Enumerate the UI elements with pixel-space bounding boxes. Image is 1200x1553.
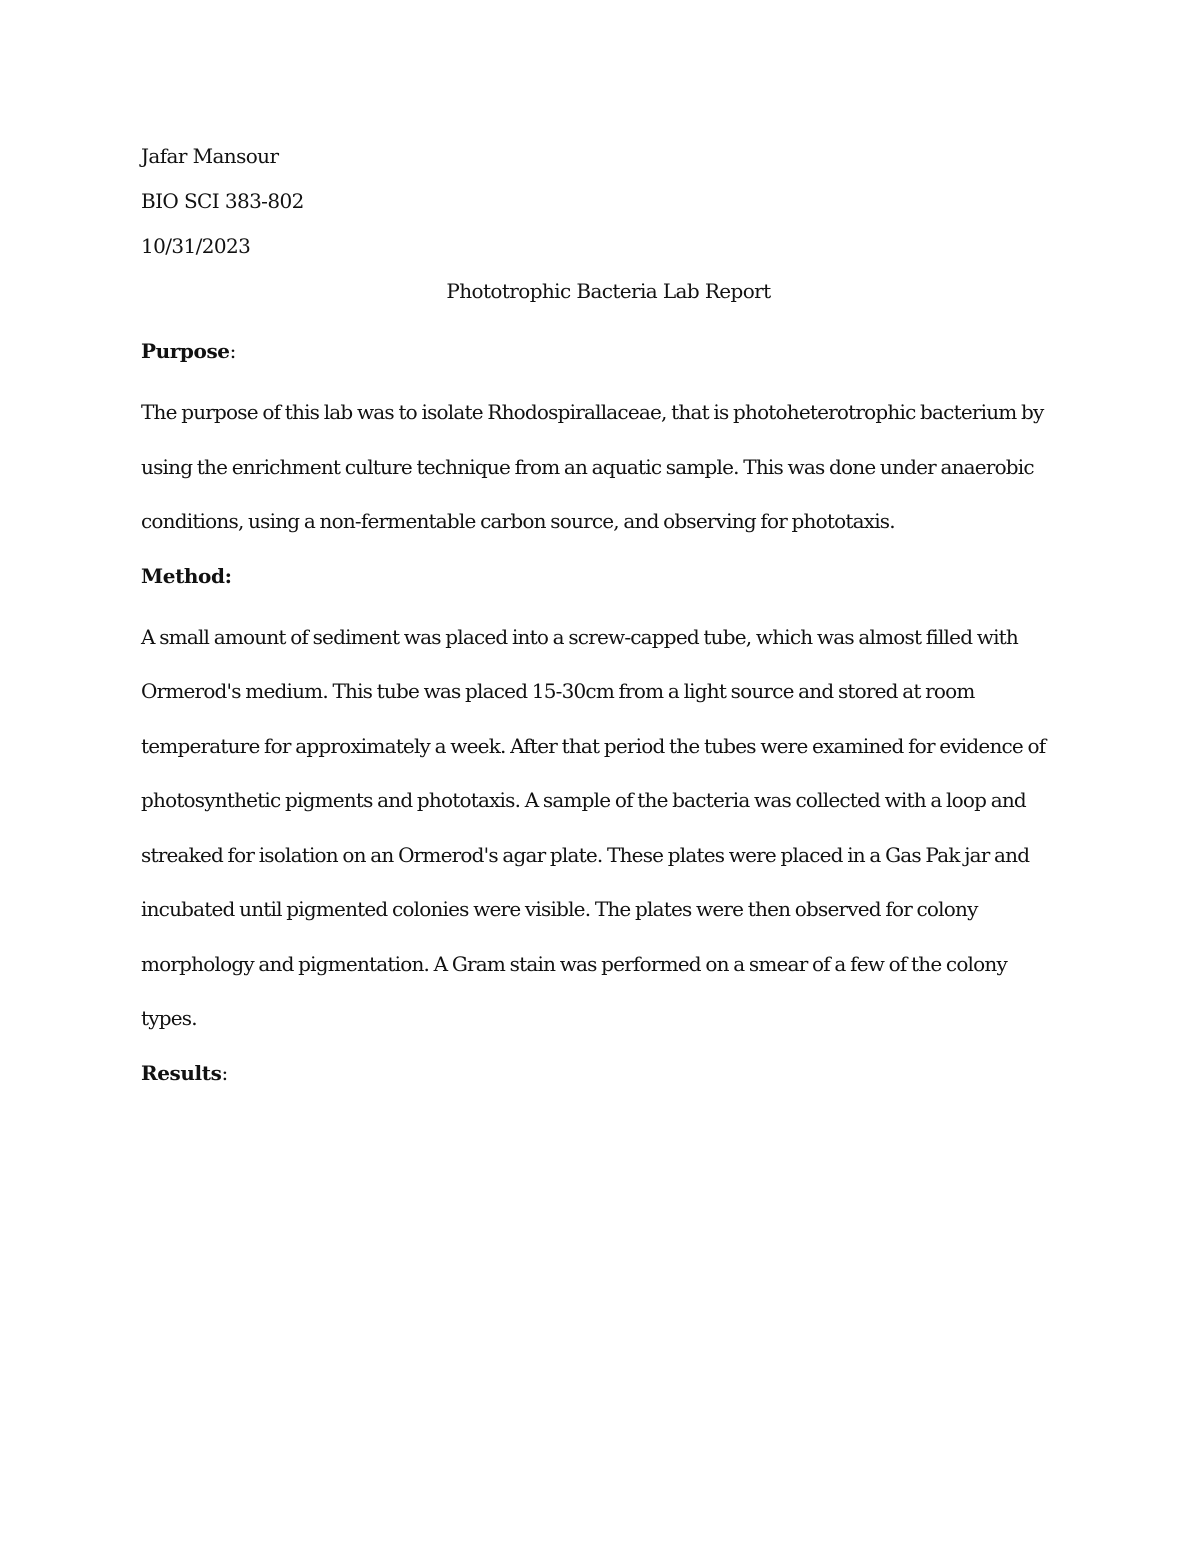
report-date: 10/31/2023 (141, 234, 251, 258)
purpose-heading-label: Purpose (141, 339, 230, 363)
results-heading (141, 1059, 1066, 1107)
document-body (141, 140, 1066, 1107)
method-heading-label: Method: (141, 563, 232, 588)
purpose-heading-colon: : (229, 339, 236, 363)
purpose-heading (141, 337, 1066, 385)
report-title: Phototrophic Bacteria Lab Report (446, 279, 771, 303)
method-heading (141, 562, 1066, 610)
results-heading-label: Results (141, 1060, 222, 1085)
method-paragraph: A small amount of sediment was placed into a screw-capped tube, which was almost filled with Ormerod's medium. This tube was placed 15-30cm from a light source and stored at room temperature for approximately a week. After that period the tubes were examined for evidence of photosynthetic pigments and phototaxis. A sample of the bacteria was collected with a loop and streaked for isolation on an Ormerod's agar plate. These plates were placed in a Gas Pak jar and incubated until pigmented colonies were visible. The plates were then observed for colony morphology and pigmentation. A Gram stain was performed on a smear of a few of the colony types. (141, 624, 1046, 1030)
results-heading-colon: : (221, 1060, 228, 1085)
course-code: BIO SCI 383-802 (141, 189, 304, 213)
purpose-paragraph: The purpose of this lab was to isolate Rhodospirallaceae, that is photoheterotrophic bacterium by using the enrichment culture technique from an aquatic sample. This was done under anaerobic conditions, using a non-fermentable carbon source, and observing for phototaxis. (141, 400, 1044, 533)
author-name: Jafar Mansour (141, 144, 279, 168)
